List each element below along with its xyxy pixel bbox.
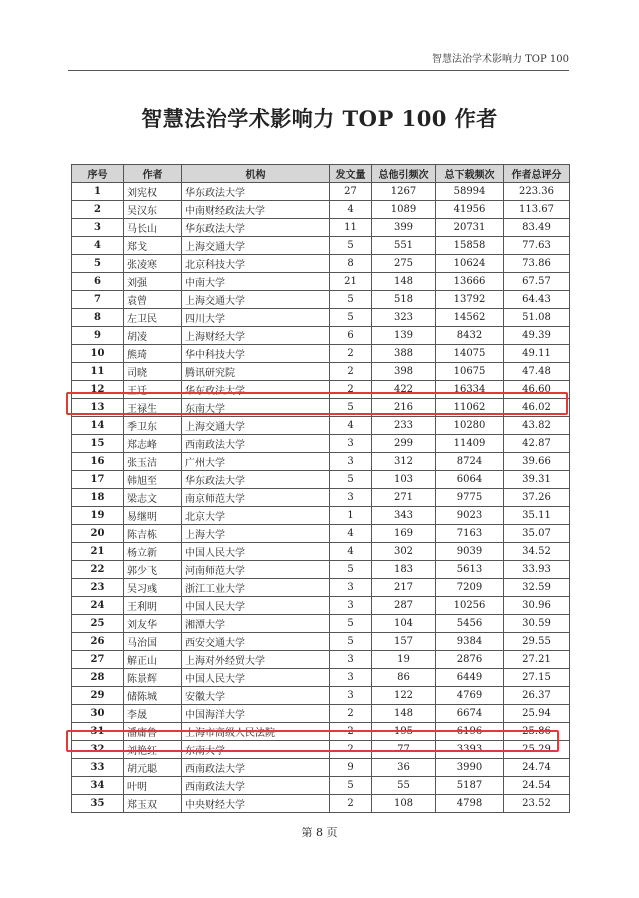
downloads-cell: 7209 bbox=[436, 579, 504, 597]
downloads-cell: 13792 bbox=[436, 291, 504, 309]
papers-cell: 2 bbox=[330, 723, 372, 741]
score-cell: 73.86 bbox=[504, 255, 570, 273]
rank-cell: 9 bbox=[72, 327, 124, 345]
score-cell: 30.59 bbox=[504, 615, 570, 633]
table-row bbox=[72, 777, 570, 795]
downloads-cell: 2876 bbox=[436, 651, 504, 669]
col-header-author: 作者 bbox=[124, 165, 182, 183]
author-cell: 马治国 bbox=[124, 633, 182, 651]
citations-cell: 275 bbox=[372, 255, 436, 273]
score-cell: 27.15 bbox=[504, 669, 570, 687]
institution-cell: 河南师范大学 bbox=[182, 561, 330, 579]
papers-cell: 2 bbox=[330, 381, 372, 399]
author-cell: 左卫民 bbox=[124, 309, 182, 327]
papers-cell: 11 bbox=[330, 219, 372, 237]
col-header-institution: 机构 bbox=[182, 165, 330, 183]
institution-cell: 北京大学 bbox=[182, 507, 330, 525]
papers-cell: 8 bbox=[330, 255, 372, 273]
score-cell: 25.29 bbox=[504, 741, 570, 759]
citations-cell: 108 bbox=[372, 795, 436, 813]
author-cell: 易继明 bbox=[124, 507, 182, 525]
downloads-cell: 4798 bbox=[436, 795, 504, 813]
rank-cell: 29 bbox=[72, 687, 124, 705]
institution-cell: 西南政法大学 bbox=[182, 759, 330, 777]
table-row bbox=[72, 633, 570, 651]
author-cell: 袁曾 bbox=[124, 291, 182, 309]
downloads-cell: 20731 bbox=[436, 219, 504, 237]
institution-cell: 上海市高级人民法院 bbox=[182, 723, 330, 741]
papers-cell: 3 bbox=[330, 579, 372, 597]
author-cell: 季卫东 bbox=[124, 417, 182, 435]
author-cell: 郑玉双 bbox=[124, 795, 182, 813]
institution-cell: 北京科技大学 bbox=[182, 255, 330, 273]
table-row bbox=[72, 309, 570, 327]
papers-cell: 5 bbox=[330, 237, 372, 255]
table-row bbox=[72, 615, 570, 633]
rank-cell: 3 bbox=[72, 219, 124, 237]
institution-cell: 东南大学 bbox=[182, 399, 330, 417]
author-cell: 王迁 bbox=[124, 381, 182, 399]
citations-cell: 388 bbox=[372, 345, 436, 363]
rank-cell: 15 bbox=[72, 435, 124, 453]
institution-cell: 浙江工业大学 bbox=[182, 579, 330, 597]
table-row bbox=[72, 687, 570, 705]
score-cell: 24.54 bbox=[504, 777, 570, 795]
downloads-cell: 14562 bbox=[436, 309, 504, 327]
score-cell: 29.55 bbox=[504, 633, 570, 651]
papers-cell: 9 bbox=[330, 759, 372, 777]
downloads-cell: 10280 bbox=[436, 417, 504, 435]
citations-cell: 287 bbox=[372, 597, 436, 615]
institution-cell: 中国人民大学 bbox=[182, 543, 330, 561]
citations-cell: 551 bbox=[372, 237, 436, 255]
citations-cell: 148 bbox=[372, 273, 436, 291]
table-row bbox=[72, 669, 570, 687]
table-row bbox=[72, 561, 570, 579]
col-header-citations: 总他引频次 bbox=[372, 165, 436, 183]
rank-cell: 26 bbox=[72, 633, 124, 651]
institution-cell: 上海大学 bbox=[182, 525, 330, 543]
citations-cell: 104 bbox=[372, 615, 436, 633]
table-header-row bbox=[72, 165, 570, 183]
downloads-cell: 9039 bbox=[436, 543, 504, 561]
rank-cell: 28 bbox=[72, 669, 124, 687]
institution-cell: 西南政法大学 bbox=[182, 777, 330, 795]
score-cell: 39.31 bbox=[504, 471, 570, 489]
citations-cell: 233 bbox=[372, 417, 436, 435]
institution-cell: 中央财经大学 bbox=[182, 795, 330, 813]
author-cell: 刘艳红 bbox=[124, 741, 182, 759]
author-cell: 熊琦 bbox=[124, 345, 182, 363]
score-cell: 37.26 bbox=[504, 489, 570, 507]
papers-cell: 1 bbox=[330, 507, 372, 525]
citations-cell: 19 bbox=[372, 651, 436, 669]
rank-cell: 25 bbox=[72, 615, 124, 633]
papers-cell: 4 bbox=[330, 543, 372, 561]
downloads-cell: 5613 bbox=[436, 561, 504, 579]
downloads-cell: 9384 bbox=[436, 633, 504, 651]
header-rule bbox=[68, 70, 569, 71]
institution-cell: 中南财经政法大学 bbox=[182, 201, 330, 219]
score-cell: 34.52 bbox=[504, 543, 570, 561]
highlight-box-row-13 bbox=[66, 392, 568, 415]
rank-cell: 20 bbox=[72, 525, 124, 543]
score-cell: 46.02 bbox=[504, 399, 570, 417]
highlight-box-row-32 bbox=[66, 730, 559, 752]
table-row bbox=[72, 651, 570, 669]
table-row bbox=[72, 435, 570, 453]
author-cell: 陈景辉 bbox=[124, 669, 182, 687]
table-row bbox=[72, 453, 570, 471]
author-cell: 储陈城 bbox=[124, 687, 182, 705]
citations-cell: 1089 bbox=[372, 201, 436, 219]
downloads-cell: 6449 bbox=[436, 669, 504, 687]
table-row bbox=[72, 237, 570, 255]
papers-cell: 27 bbox=[330, 183, 372, 201]
downloads-cell: 58994 bbox=[436, 183, 504, 201]
papers-cell: 5 bbox=[330, 777, 372, 795]
score-cell: 77.63 bbox=[504, 237, 570, 255]
score-cell: 49.11 bbox=[504, 345, 570, 363]
papers-cell: 2 bbox=[330, 741, 372, 759]
author-cell: 潘庸鲁 bbox=[124, 723, 182, 741]
institution-cell: 华中科技大学 bbox=[182, 345, 330, 363]
table-row bbox=[72, 525, 570, 543]
col-header-rank: 序号 bbox=[72, 165, 124, 183]
papers-cell: 5 bbox=[330, 309, 372, 327]
institution-cell: 腾讯研究院 bbox=[182, 363, 330, 381]
rank-cell: 14 bbox=[72, 417, 124, 435]
citations-cell: 399 bbox=[372, 219, 436, 237]
papers-cell: 4 bbox=[330, 201, 372, 219]
table-row bbox=[72, 417, 570, 435]
institution-cell: 华东政法大学 bbox=[182, 381, 330, 399]
score-cell: 23.52 bbox=[504, 795, 570, 813]
score-cell: 39.66 bbox=[504, 453, 570, 471]
citations-cell: 36 bbox=[372, 759, 436, 777]
papers-cell: 4 bbox=[330, 525, 372, 543]
downloads-cell: 11409 bbox=[436, 435, 504, 453]
score-cell: 33.93 bbox=[504, 561, 570, 579]
rank-cell: 13 bbox=[72, 399, 124, 417]
citations-cell: 122 bbox=[372, 687, 436, 705]
downloads-cell: 41956 bbox=[436, 201, 504, 219]
rank-cell: 19 bbox=[72, 507, 124, 525]
score-cell: 35.07 bbox=[504, 525, 570, 543]
papers-cell: 3 bbox=[330, 669, 372, 687]
papers-cell: 6 bbox=[330, 327, 372, 345]
table-row bbox=[72, 759, 570, 777]
papers-cell: 2 bbox=[330, 705, 372, 723]
citations-cell: 323 bbox=[372, 309, 436, 327]
author-cell: 叶明 bbox=[124, 777, 182, 795]
downloads-cell: 11062 bbox=[436, 399, 504, 417]
table-row bbox=[72, 795, 570, 813]
score-cell: 32.59 bbox=[504, 579, 570, 597]
rank-cell: 4 bbox=[72, 237, 124, 255]
downloads-cell: 4769 bbox=[436, 687, 504, 705]
col-header-downloads: 总下载频次 bbox=[436, 165, 504, 183]
score-cell: 64.43 bbox=[504, 291, 570, 309]
rank-cell: 6 bbox=[72, 273, 124, 291]
institution-cell: 上海对外经贸大学 bbox=[182, 651, 330, 669]
institution-cell: 东南大学 bbox=[182, 741, 330, 759]
institution-cell: 华东政法大学 bbox=[182, 219, 330, 237]
author-cell: 张凌寒 bbox=[124, 255, 182, 273]
running-header: 智慧法治学术影响力 TOP 100 bbox=[431, 54, 569, 65]
institution-cell: 中国人民大学 bbox=[182, 597, 330, 615]
citations-cell: 55 bbox=[372, 777, 436, 795]
col-header-score: 作者总评分 bbox=[504, 165, 570, 183]
papers-cell: 2 bbox=[330, 345, 372, 363]
author-cell: 李晟 bbox=[124, 705, 182, 723]
downloads-cell: 10256 bbox=[436, 597, 504, 615]
papers-cell: 5 bbox=[330, 633, 372, 651]
institution-cell: 华东政法大学 bbox=[182, 471, 330, 489]
score-cell: 30.96 bbox=[504, 597, 570, 615]
institution-cell: 中南大学 bbox=[182, 273, 330, 291]
papers-cell: 3 bbox=[330, 597, 372, 615]
table-row bbox=[72, 327, 570, 345]
rank-cell: 17 bbox=[72, 471, 124, 489]
rank-cell: 32 bbox=[72, 741, 124, 759]
page-number: 第 8 页 bbox=[301, 826, 338, 839]
table-body bbox=[72, 183, 570, 813]
table-row bbox=[72, 543, 570, 561]
score-cell: 113.67 bbox=[504, 201, 570, 219]
table-row bbox=[72, 489, 570, 507]
papers-cell: 3 bbox=[330, 651, 372, 669]
author-cell: 胡凌 bbox=[124, 327, 182, 345]
author-cell: 杨立新 bbox=[124, 543, 182, 561]
author-cell: 梁志文 bbox=[124, 489, 182, 507]
author-cell: 刘友华 bbox=[124, 615, 182, 633]
score-cell: 25.86 bbox=[504, 723, 570, 741]
rank-cell: 16 bbox=[72, 453, 124, 471]
papers-cell: 3 bbox=[330, 435, 372, 453]
citations-cell: 217 bbox=[372, 579, 436, 597]
institution-cell: 四川大学 bbox=[182, 309, 330, 327]
citations-cell: 195 bbox=[372, 723, 436, 741]
rank-cell: 8 bbox=[72, 309, 124, 327]
table-row bbox=[72, 291, 570, 309]
citations-cell: 422 bbox=[372, 381, 436, 399]
rank-cell: 24 bbox=[72, 597, 124, 615]
rank-cell: 12 bbox=[72, 381, 124, 399]
downloads-cell: 10675 bbox=[436, 363, 504, 381]
citations-cell: 183 bbox=[372, 561, 436, 579]
score-cell: 35.11 bbox=[504, 507, 570, 525]
papers-cell: 2 bbox=[330, 795, 372, 813]
rank-cell: 7 bbox=[72, 291, 124, 309]
citations-cell: 312 bbox=[372, 453, 436, 471]
rank-cell: 18 bbox=[72, 489, 124, 507]
rank-cell: 22 bbox=[72, 561, 124, 579]
rank-cell: 35 bbox=[72, 795, 124, 813]
citations-cell: 139 bbox=[372, 327, 436, 345]
downloads-cell: 6674 bbox=[436, 705, 504, 723]
papers-cell: 4 bbox=[330, 417, 372, 435]
table-row bbox=[72, 345, 570, 363]
downloads-cell: 6064 bbox=[436, 471, 504, 489]
table-row bbox=[72, 255, 570, 273]
downloads-cell: 10624 bbox=[436, 255, 504, 273]
citations-cell: 343 bbox=[372, 507, 436, 525]
downloads-cell: 13666 bbox=[436, 273, 504, 291]
table-row bbox=[72, 471, 570, 489]
author-cell: 张玉洁 bbox=[124, 453, 182, 471]
rank-cell: 1 bbox=[72, 183, 124, 201]
downloads-cell: 7163 bbox=[436, 525, 504, 543]
papers-cell: 5 bbox=[330, 471, 372, 489]
citations-cell: 77 bbox=[372, 741, 436, 759]
papers-cell: 5 bbox=[330, 561, 372, 579]
citations-cell: 157 bbox=[372, 633, 436, 651]
citations-cell: 518 bbox=[372, 291, 436, 309]
rank-cell: 27 bbox=[72, 651, 124, 669]
institution-cell: 南京师范大学 bbox=[182, 489, 330, 507]
author-cell: 陈吉栋 bbox=[124, 525, 182, 543]
score-cell: 26.37 bbox=[504, 687, 570, 705]
rank-cell: 23 bbox=[72, 579, 124, 597]
citations-cell: 86 bbox=[372, 669, 436, 687]
score-cell: 223.36 bbox=[504, 183, 570, 201]
author-cell: 吴汉东 bbox=[124, 201, 182, 219]
papers-cell: 3 bbox=[330, 453, 372, 471]
table-row bbox=[72, 183, 570, 201]
score-cell: 24.74 bbox=[504, 759, 570, 777]
table-row bbox=[72, 363, 570, 381]
rank-cell: 21 bbox=[72, 543, 124, 561]
score-cell: 47.48 bbox=[504, 363, 570, 381]
papers-cell: 5 bbox=[330, 615, 372, 633]
downloads-cell: 3990 bbox=[436, 759, 504, 777]
institution-cell: 安徽大学 bbox=[182, 687, 330, 705]
author-cell: 郑戈 bbox=[124, 237, 182, 255]
papers-cell: 3 bbox=[330, 489, 372, 507]
downloads-cell: 9775 bbox=[436, 489, 504, 507]
citations-cell: 216 bbox=[372, 399, 436, 417]
institution-cell: 中国海洋大学 bbox=[182, 705, 330, 723]
institution-cell: 上海财经大学 bbox=[182, 327, 330, 345]
rank-cell: 31 bbox=[72, 723, 124, 741]
institution-cell: 中国人民大学 bbox=[182, 669, 330, 687]
author-ranking-table bbox=[71, 164, 570, 813]
institution-cell: 西安交通大学 bbox=[182, 633, 330, 651]
institution-cell: 上海交通大学 bbox=[182, 291, 330, 309]
citations-cell: 398 bbox=[372, 363, 436, 381]
author-cell: 王利明 bbox=[124, 597, 182, 615]
papers-cell: 2 bbox=[330, 363, 372, 381]
institution-cell: 西南政法大学 bbox=[182, 435, 330, 453]
downloads-cell: 8432 bbox=[436, 327, 504, 345]
rank-cell: 5 bbox=[72, 255, 124, 273]
score-cell: 25.94 bbox=[504, 705, 570, 723]
author-cell: 吴习彧 bbox=[124, 579, 182, 597]
institution-cell: 上海交通大学 bbox=[182, 417, 330, 435]
author-cell: 王禄生 bbox=[124, 399, 182, 417]
score-cell: 83.49 bbox=[504, 219, 570, 237]
score-cell: 27.21 bbox=[504, 651, 570, 669]
score-cell: 49.39 bbox=[504, 327, 570, 345]
institution-cell: 广州大学 bbox=[182, 453, 330, 471]
downloads-cell: 5456 bbox=[436, 615, 504, 633]
citations-cell: 169 bbox=[372, 525, 436, 543]
rank-cell: 2 bbox=[72, 201, 124, 219]
papers-cell: 21 bbox=[330, 273, 372, 291]
papers-cell: 3 bbox=[330, 687, 372, 705]
citations-cell: 302 bbox=[372, 543, 436, 561]
downloads-cell: 9023 bbox=[436, 507, 504, 525]
score-cell: 51.08 bbox=[504, 309, 570, 327]
author-cell: 马长山 bbox=[124, 219, 182, 237]
author-cell: 司晓 bbox=[124, 363, 182, 381]
author-cell: 刘宪权 bbox=[124, 183, 182, 201]
downloads-cell: 16334 bbox=[436, 381, 504, 399]
downloads-cell: 6196 bbox=[436, 723, 504, 741]
institution-cell: 湘潭大学 bbox=[182, 615, 330, 633]
downloads-cell: 14075 bbox=[436, 345, 504, 363]
citations-cell: 1267 bbox=[372, 183, 436, 201]
score-cell: 67.57 bbox=[504, 273, 570, 291]
downloads-cell: 15858 bbox=[436, 237, 504, 255]
institution-cell: 华东政法大学 bbox=[182, 183, 330, 201]
downloads-cell: 3393 bbox=[436, 741, 504, 759]
table-row bbox=[72, 201, 570, 219]
page-title: 智慧法治学术影响力 TOP 100 作者 bbox=[141, 106, 498, 131]
table-row bbox=[72, 273, 570, 291]
citations-cell: 271 bbox=[372, 489, 436, 507]
table-row bbox=[72, 507, 570, 525]
downloads-cell: 5187 bbox=[436, 777, 504, 795]
author-cell: 郭少飞 bbox=[124, 561, 182, 579]
score-cell: 43.82 bbox=[504, 417, 570, 435]
table-row bbox=[72, 597, 570, 615]
table-row bbox=[72, 579, 570, 597]
institution-cell: 上海交通大学 bbox=[182, 237, 330, 255]
table-row bbox=[72, 219, 570, 237]
citations-cell: 299 bbox=[372, 435, 436, 453]
rank-cell: 33 bbox=[72, 759, 124, 777]
citations-cell: 103 bbox=[372, 471, 436, 489]
score-cell: 42.87 bbox=[504, 435, 570, 453]
rank-cell: 30 bbox=[72, 705, 124, 723]
papers-cell: 5 bbox=[330, 291, 372, 309]
col-header-papers: 发文量 bbox=[330, 165, 372, 183]
rank-cell: 11 bbox=[72, 363, 124, 381]
author-cell: 韩旭至 bbox=[124, 471, 182, 489]
downloads-cell: 8724 bbox=[436, 453, 504, 471]
rank-cell: 34 bbox=[72, 777, 124, 795]
author-cell: 郑志峰 bbox=[124, 435, 182, 453]
score-cell: 46.60 bbox=[504, 381, 570, 399]
author-cell: 胡元聪 bbox=[124, 759, 182, 777]
citations-cell: 148 bbox=[372, 705, 436, 723]
table-row bbox=[72, 705, 570, 723]
rank-cell: 10 bbox=[72, 345, 124, 363]
author-cell: 解正山 bbox=[124, 651, 182, 669]
papers-cell: 5 bbox=[330, 399, 372, 417]
author-cell: 刘强 bbox=[124, 273, 182, 291]
